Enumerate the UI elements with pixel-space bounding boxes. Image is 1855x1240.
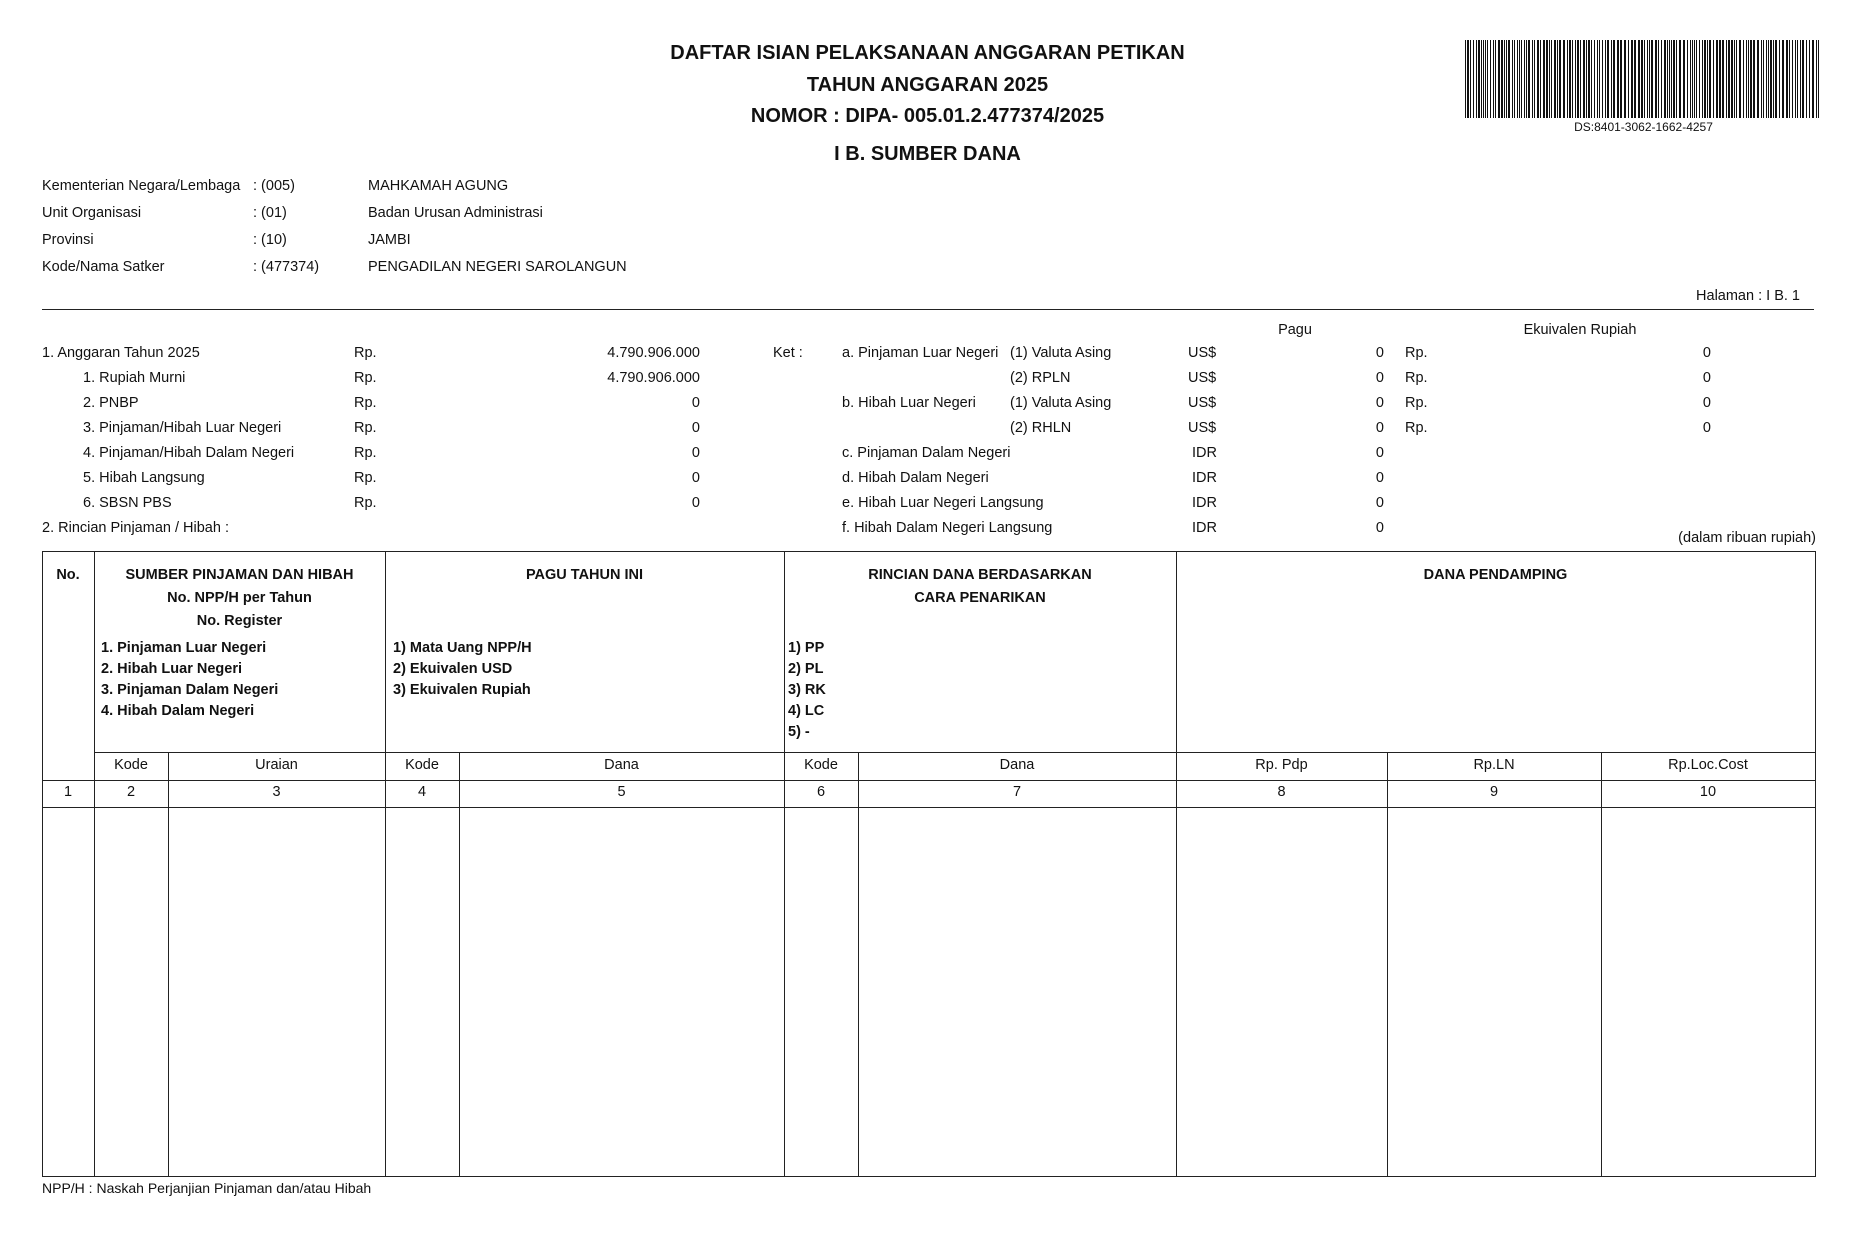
barcode-bar bbox=[1476, 40, 1477, 118]
ket-label: Ket : bbox=[773, 345, 803, 361]
barcode-bar bbox=[1782, 40, 1784, 118]
ket-row-label: b. Hibah Luar Negeri bbox=[842, 395, 976, 411]
column-number: 10 bbox=[1699, 784, 1717, 800]
budget-row-label: 4. Pinjaman/Hibah Dalam Negeri bbox=[83, 445, 295, 461]
ket-row-currency: IDR bbox=[1192, 520, 1217, 536]
budget-value: 4.790.906.000 bbox=[607, 370, 700, 386]
budget-value: 0 bbox=[691, 420, 700, 436]
ket-row-pagu: 0 bbox=[1375, 495, 1384, 511]
barcode-bar bbox=[1481, 40, 1482, 118]
barcode-bar bbox=[1549, 40, 1550, 118]
barcode-bar bbox=[1775, 40, 1777, 118]
barcode-bar bbox=[1669, 40, 1670, 118]
barcode-bar bbox=[1540, 40, 1541, 118]
barcode-bar bbox=[1467, 40, 1469, 118]
barcode-bar bbox=[1731, 40, 1733, 118]
ket-row-sub: (2) RPLN bbox=[1010, 370, 1071, 386]
barcode-bar bbox=[1789, 40, 1790, 118]
ket-row-pagu: 0 bbox=[1375, 345, 1384, 361]
barcode-bar bbox=[1557, 40, 1558, 118]
identity-name: MAHKAMAH AGUNG bbox=[368, 178, 509, 194]
barcode-bar bbox=[1728, 40, 1730, 118]
barcode-bar bbox=[1599, 40, 1600, 118]
barcode-bar bbox=[1743, 40, 1744, 118]
barcode-bar bbox=[1607, 40, 1609, 118]
ket-row-pagu: 0 bbox=[1375, 420, 1384, 436]
document-number: NOMOR : DIPA- 005.01.2.477374/2025 bbox=[750, 105, 1105, 127]
number-row-divider bbox=[42, 780, 1816, 781]
barcode-bar bbox=[1470, 40, 1471, 118]
barcode-bar bbox=[1519, 40, 1520, 118]
column-header: Uraian bbox=[255, 757, 298, 773]
barcode-bar bbox=[1641, 40, 1643, 118]
barcode-bar bbox=[1634, 40, 1636, 118]
ket-row-rp: Rp. bbox=[1405, 395, 1428, 411]
ket-row-currency: US$ bbox=[1188, 370, 1217, 386]
ket-row-sub: (1) Valuta Asing bbox=[1010, 395, 1112, 411]
ket-row-ekuivalen: 0 bbox=[1702, 395, 1711, 411]
footnote: NPP/H : Naskah Perjanjian Pinjaman dan/atau Hibah bbox=[42, 1180, 372, 1196]
barcode-bar bbox=[1493, 40, 1494, 118]
barcode-bar bbox=[1504, 40, 1505, 118]
barcode-bar bbox=[1655, 40, 1657, 118]
ket-row-label: f. Hibah Dalam Negeri Langsung bbox=[842, 520, 1053, 536]
barcode-bar bbox=[1699, 40, 1700, 118]
barcode-bar bbox=[1487, 40, 1488, 118]
ket-row-sub: (2) RHLN bbox=[1010, 420, 1072, 436]
barcode-bar bbox=[1567, 40, 1568, 118]
barcode-bar bbox=[1577, 40, 1579, 118]
barcode-image bbox=[1465, 40, 1822, 118]
document-year: TAHUN ANGGARAN 2025 bbox=[806, 74, 1049, 96]
header-divider bbox=[42, 309, 1814, 310]
barcode-bar bbox=[1704, 40, 1706, 118]
header-no: No. bbox=[56, 567, 80, 583]
ket-row-pagu: 0 bbox=[1375, 370, 1384, 386]
barcode-bar bbox=[1526, 40, 1527, 118]
ket-row-rp: Rp. bbox=[1405, 370, 1428, 386]
barcode-bar bbox=[1770, 40, 1772, 118]
ket-row-ekuivalen: 0 bbox=[1702, 420, 1711, 436]
barcode-bar bbox=[1709, 40, 1711, 118]
barcode-bar bbox=[1734, 40, 1735, 118]
barcode-bar bbox=[1748, 40, 1749, 118]
barcode-bar bbox=[1816, 40, 1817, 118]
barcode-bar bbox=[1473, 40, 1474, 118]
col-divider bbox=[168, 752, 169, 1177]
header-sumber-title: SUMBER PINJAMAN DAN HIBAH bbox=[125, 567, 354, 583]
barcode-bar bbox=[1671, 40, 1672, 118]
header-pagu-title: PAGU TAHUN INI bbox=[525, 567, 644, 583]
barcode-bar bbox=[1588, 40, 1590, 118]
barcode-bar bbox=[1736, 40, 1737, 118]
ekuivalen-column-header: Ekuivalen Rupiah bbox=[1523, 322, 1637, 338]
barcode-bar bbox=[1624, 40, 1626, 118]
column-header: Rp. Pdp bbox=[1255, 757, 1308, 773]
barcode-bar bbox=[1664, 40, 1666, 118]
column-number: 8 bbox=[1277, 784, 1286, 800]
barcode-bar bbox=[1551, 40, 1552, 118]
ket-row-ekuivalen: 0 bbox=[1702, 370, 1711, 386]
barcode-bar bbox=[1757, 40, 1759, 118]
barcode-bar bbox=[1532, 40, 1533, 118]
header-sumber-npp: No. NPP/H per Tahun bbox=[167, 590, 312, 606]
barcode-bar bbox=[1649, 40, 1650, 118]
ket-row-pagu: 0 bbox=[1375, 470, 1384, 486]
barcode-bar bbox=[1575, 40, 1576, 118]
barcode-bar bbox=[1722, 40, 1724, 118]
header-pendamping-title: DANA PENDAMPING bbox=[1423, 567, 1568, 583]
barcode-bar bbox=[1563, 40, 1565, 118]
barcode-bar bbox=[1644, 40, 1645, 118]
barcode-bar bbox=[1673, 40, 1675, 118]
column-header: Dana bbox=[999, 757, 1035, 773]
rincian-item: 3) RK bbox=[788, 682, 826, 698]
barcode-bar bbox=[1628, 40, 1629, 118]
ket-row-currency: US$ bbox=[1188, 345, 1217, 361]
col-divider bbox=[459, 752, 460, 1177]
budget-value: 0 bbox=[691, 395, 700, 411]
document-title: DAFTAR ISIAN PELAKSANAAN ANGGARAN PETIKAN bbox=[670, 42, 1185, 64]
budget-row-label: 5. Hibah Langsung bbox=[83, 470, 205, 486]
pagu-item: 2) Ekuivalen USD bbox=[393, 661, 513, 677]
ket-row-rp: Rp. bbox=[1405, 420, 1428, 436]
rincian-item: 5) - bbox=[788, 724, 810, 740]
ket-row-ekuivalen: 0 bbox=[1702, 345, 1711, 361]
ket-row-currency: IDR bbox=[1192, 495, 1217, 511]
barcode-bar bbox=[1739, 40, 1741, 118]
barcode-bar bbox=[1554, 40, 1556, 118]
ket-row-currency: US$ bbox=[1188, 395, 1217, 411]
identity-name: PENGADILAN NEGERI SAROLANGUN bbox=[368, 259, 627, 275]
pagu-list bbox=[393, 638, 532, 701]
budget-currency: Rp. bbox=[354, 470, 377, 486]
ket-row-sub: (1) Valuta Asing bbox=[1010, 345, 1112, 361]
barcode-bar bbox=[1521, 40, 1522, 118]
pagu-item: 1) Mata Uang NPP/H bbox=[393, 640, 532, 656]
barcode-bar bbox=[1750, 40, 1752, 118]
barcode-bar bbox=[1658, 40, 1659, 118]
identity-code: : (477374) bbox=[253, 259, 320, 275]
rincian-item: 2) PL bbox=[788, 661, 824, 677]
subheader-divider bbox=[94, 752, 1816, 753]
barcode-bar bbox=[1620, 40, 1622, 118]
barcode-bar bbox=[1605, 40, 1606, 118]
identity-code: : (10) bbox=[253, 232, 287, 248]
barcode-bar bbox=[1773, 40, 1774, 118]
budget-value: 4.790.906.000 bbox=[607, 345, 700, 361]
barcode-bar bbox=[1594, 40, 1595, 118]
column-header: Dana bbox=[604, 757, 639, 773]
column-header: Kode bbox=[804, 757, 838, 773]
budget-row-label: 3. Pinjaman/Hibah Luar Negeri bbox=[83, 420, 282, 436]
barcode-bar bbox=[1687, 40, 1688, 118]
barcode-bar bbox=[1508, 40, 1510, 118]
budget-row-label: 6. SBSN PBS bbox=[83, 495, 172, 511]
barcode-bar bbox=[1694, 40, 1695, 118]
column-number: 1 bbox=[63, 784, 73, 800]
rincian-list bbox=[788, 638, 826, 743]
header-sumber-register: No. Register bbox=[196, 613, 283, 629]
col-divider bbox=[1176, 551, 1177, 1177]
header-rincian-title: RINCIAN DANA BERDASARKAN bbox=[868, 567, 1092, 583]
barcode-text: DS:8401-3062-1662-4257 bbox=[1574, 120, 1713, 134]
sumber-item: 1. Pinjaman Luar Negeri bbox=[101, 640, 267, 656]
barcode-bar bbox=[1795, 40, 1796, 118]
barcode-bar bbox=[1490, 40, 1491, 118]
barcode-bar bbox=[1753, 40, 1755, 118]
barcode-bar bbox=[1495, 40, 1496, 118]
column-header: Rp.LN bbox=[1473, 757, 1515, 773]
identity-code: : (005) bbox=[253, 178, 295, 194]
identity-name: JAMBI bbox=[368, 232, 411, 248]
ket-row-pagu: 0 bbox=[1375, 395, 1384, 411]
barcode-bar bbox=[1528, 40, 1530, 118]
barcode-bar bbox=[1818, 40, 1819, 118]
ket-row-currency: US$ bbox=[1188, 420, 1217, 436]
col-divider bbox=[784, 551, 785, 1177]
barcode-bar bbox=[1812, 40, 1814, 118]
budget-row-label: 1. Anggaran Tahun 2025 bbox=[42, 345, 200, 361]
barcode-bar bbox=[1611, 40, 1612, 118]
barcode-bar bbox=[1546, 40, 1548, 118]
barcode-bar bbox=[1696, 40, 1697, 118]
budget-currency: Rp. bbox=[354, 345, 377, 361]
col-divider bbox=[385, 551, 386, 1177]
barcode-bar bbox=[1583, 40, 1585, 118]
barcode-bar bbox=[1517, 40, 1518, 118]
budget-currency: Rp. bbox=[354, 395, 377, 411]
barcode-bar bbox=[1597, 40, 1598, 118]
barcode-bar bbox=[1613, 40, 1615, 118]
barcode-bar bbox=[1534, 40, 1535, 118]
barcode-bar bbox=[1478, 40, 1480, 118]
ket-row-pagu: 0 bbox=[1375, 520, 1384, 536]
identity-label: Kementerian Negara/Lembaga bbox=[42, 178, 241, 194]
barcode-bar bbox=[1537, 40, 1539, 118]
column-header: Rp.Loc.Cost bbox=[1668, 757, 1748, 773]
budget-currency: Rp. bbox=[354, 420, 377, 436]
column-number: 9 bbox=[1489, 784, 1499, 800]
column-number: 4 bbox=[417, 784, 427, 800]
barcode-bar bbox=[1498, 40, 1500, 118]
barcode-bar bbox=[1569, 40, 1571, 118]
pagu-item: 3) Ekuivalen Rupiah bbox=[393, 682, 531, 698]
barcode-bar bbox=[1638, 40, 1640, 118]
barcode-bar bbox=[1501, 40, 1503, 118]
barcode-bar bbox=[1768, 40, 1769, 118]
barcode-bar bbox=[1792, 40, 1793, 118]
barcode-bar bbox=[1483, 40, 1484, 118]
barcode-bar bbox=[1746, 40, 1747, 118]
identity-name: Badan Urusan Administrasi bbox=[368, 205, 543, 221]
barcode-bar bbox=[1651, 40, 1653, 118]
col-divider bbox=[858, 752, 859, 1177]
barcode-bar bbox=[1559, 40, 1561, 118]
barcode-bar bbox=[1763, 40, 1764, 118]
barcode-bar bbox=[1719, 40, 1721, 118]
barcode-bar bbox=[1683, 40, 1685, 118]
barcode-bar bbox=[1806, 40, 1807, 118]
column-number: 2 bbox=[126, 784, 136, 800]
budget-currency: Rp. bbox=[354, 370, 377, 386]
sumber-item: 2. Hibah Luar Negeri bbox=[101, 661, 243, 677]
budget-currency: Rp. bbox=[354, 495, 377, 511]
column-number: 7 bbox=[1012, 784, 1022, 800]
table-right-border bbox=[1815, 551, 1816, 1177]
barcode-bar bbox=[1676, 40, 1677, 118]
barcode-bar bbox=[1702, 40, 1703, 118]
barcode-bar bbox=[1707, 40, 1708, 118]
budget-value: 0 bbox=[691, 470, 700, 486]
identity-label: Provinsi bbox=[42, 232, 94, 248]
barcode-bar bbox=[1543, 40, 1545, 118]
ket-row-label: e. Hibah Luar Negeri Langsung bbox=[842, 495, 1044, 511]
barcode-bar bbox=[1617, 40, 1619, 118]
barcode-bar bbox=[1779, 40, 1780, 118]
ket-row-label: c. Pinjaman Dalam Negeri bbox=[842, 445, 1011, 461]
barcode-bar bbox=[1591, 40, 1592, 118]
sumber-item: 4. Hibah Dalam Negeri bbox=[101, 703, 255, 719]
barcode-bar bbox=[1524, 40, 1525, 118]
barcode-bar bbox=[1679, 40, 1681, 118]
barcode-bar bbox=[1692, 40, 1693, 118]
ket-row-rp: Rp. bbox=[1405, 345, 1428, 361]
barcode-bar bbox=[1766, 40, 1767, 118]
table-left-border bbox=[42, 551, 43, 1177]
barcode-bar bbox=[1800, 40, 1801, 118]
column-header: Kode bbox=[405, 757, 439, 773]
barcode-bar bbox=[1802, 40, 1804, 118]
barcode-bar bbox=[1485, 40, 1486, 118]
col-divider bbox=[1387, 752, 1388, 1177]
unit-note: (dalam ribuan rupiah) bbox=[1678, 530, 1816, 546]
rincian-item: 4) LC bbox=[788, 703, 825, 719]
sumber-list bbox=[101, 638, 278, 722]
column-number: 6 bbox=[816, 784, 826, 800]
barcode-bar bbox=[1809, 40, 1810, 118]
barcode-bar bbox=[1667, 40, 1668, 118]
table-bottom-border bbox=[42, 1176, 1816, 1177]
header-rincian-line2: CARA PENARIKAN bbox=[914, 590, 1046, 606]
table-top-border bbox=[42, 551, 1816, 552]
barcode-bar bbox=[1506, 40, 1507, 118]
barcode-bar bbox=[1580, 40, 1581, 118]
column-header: Kode bbox=[114, 757, 148, 773]
ket-row-pagu: 0 bbox=[1375, 445, 1384, 461]
barcode-bar bbox=[1572, 40, 1573, 118]
identity-label: Kode/Nama Satker bbox=[42, 259, 165, 275]
col-divider bbox=[1601, 752, 1602, 1177]
budget-row-label: 1. Rupiah Murni bbox=[83, 370, 186, 386]
section-title: I B. SUMBER DANA bbox=[834, 143, 1021, 165]
pagu-column-header: Pagu bbox=[1278, 322, 1312, 338]
barcode-bar bbox=[1647, 40, 1648, 118]
budget-row-label: 2. PNBP bbox=[83, 395, 139, 411]
barcode-bar bbox=[1761, 40, 1762, 118]
identity-label: Unit Organisasi bbox=[42, 205, 142, 221]
page-number: Halaman : I B. 1 bbox=[1696, 288, 1800, 304]
ket-row-label: a. Pinjaman Luar Negeri bbox=[842, 345, 999, 361]
budget-value: 0 bbox=[691, 445, 700, 461]
budget-currency: Rp. bbox=[354, 445, 377, 461]
col-divider bbox=[94, 551, 95, 1177]
barcode-bar bbox=[1797, 40, 1798, 118]
identity-code: : (01) bbox=[253, 205, 287, 221]
barcode-bar bbox=[1690, 40, 1691, 118]
rincian-label: 2. Rincian Pinjaman / Hibah : bbox=[42, 520, 229, 536]
ket-row-currency: IDR bbox=[1192, 445, 1217, 461]
barcode-bar bbox=[1586, 40, 1587, 118]
column-number: 5 bbox=[617, 784, 626, 800]
barcode-bar bbox=[1602, 40, 1603, 118]
barcode-bar bbox=[1716, 40, 1718, 118]
barcode-bar bbox=[1512, 40, 1513, 118]
ket-row-label: d. Hibah Dalam Negeri bbox=[842, 470, 989, 486]
barcode-bar bbox=[1465, 40, 1466, 118]
budget-value: 0 bbox=[691, 495, 700, 511]
sumber-item: 3. Pinjaman Dalam Negeri bbox=[101, 682, 279, 698]
column-number: 3 bbox=[272, 784, 281, 800]
body-divider bbox=[42, 807, 1816, 808]
barcode-bar bbox=[1713, 40, 1714, 118]
barcode-bar bbox=[1726, 40, 1727, 118]
barcode-bar bbox=[1631, 40, 1633, 118]
ket-row-currency: IDR bbox=[1192, 470, 1217, 486]
rincian-item: 1) PP bbox=[788, 640, 825, 656]
barcode-bar bbox=[1661, 40, 1662, 118]
barcode-bar bbox=[1514, 40, 1515, 118]
barcode-bar bbox=[1786, 40, 1788, 118]
